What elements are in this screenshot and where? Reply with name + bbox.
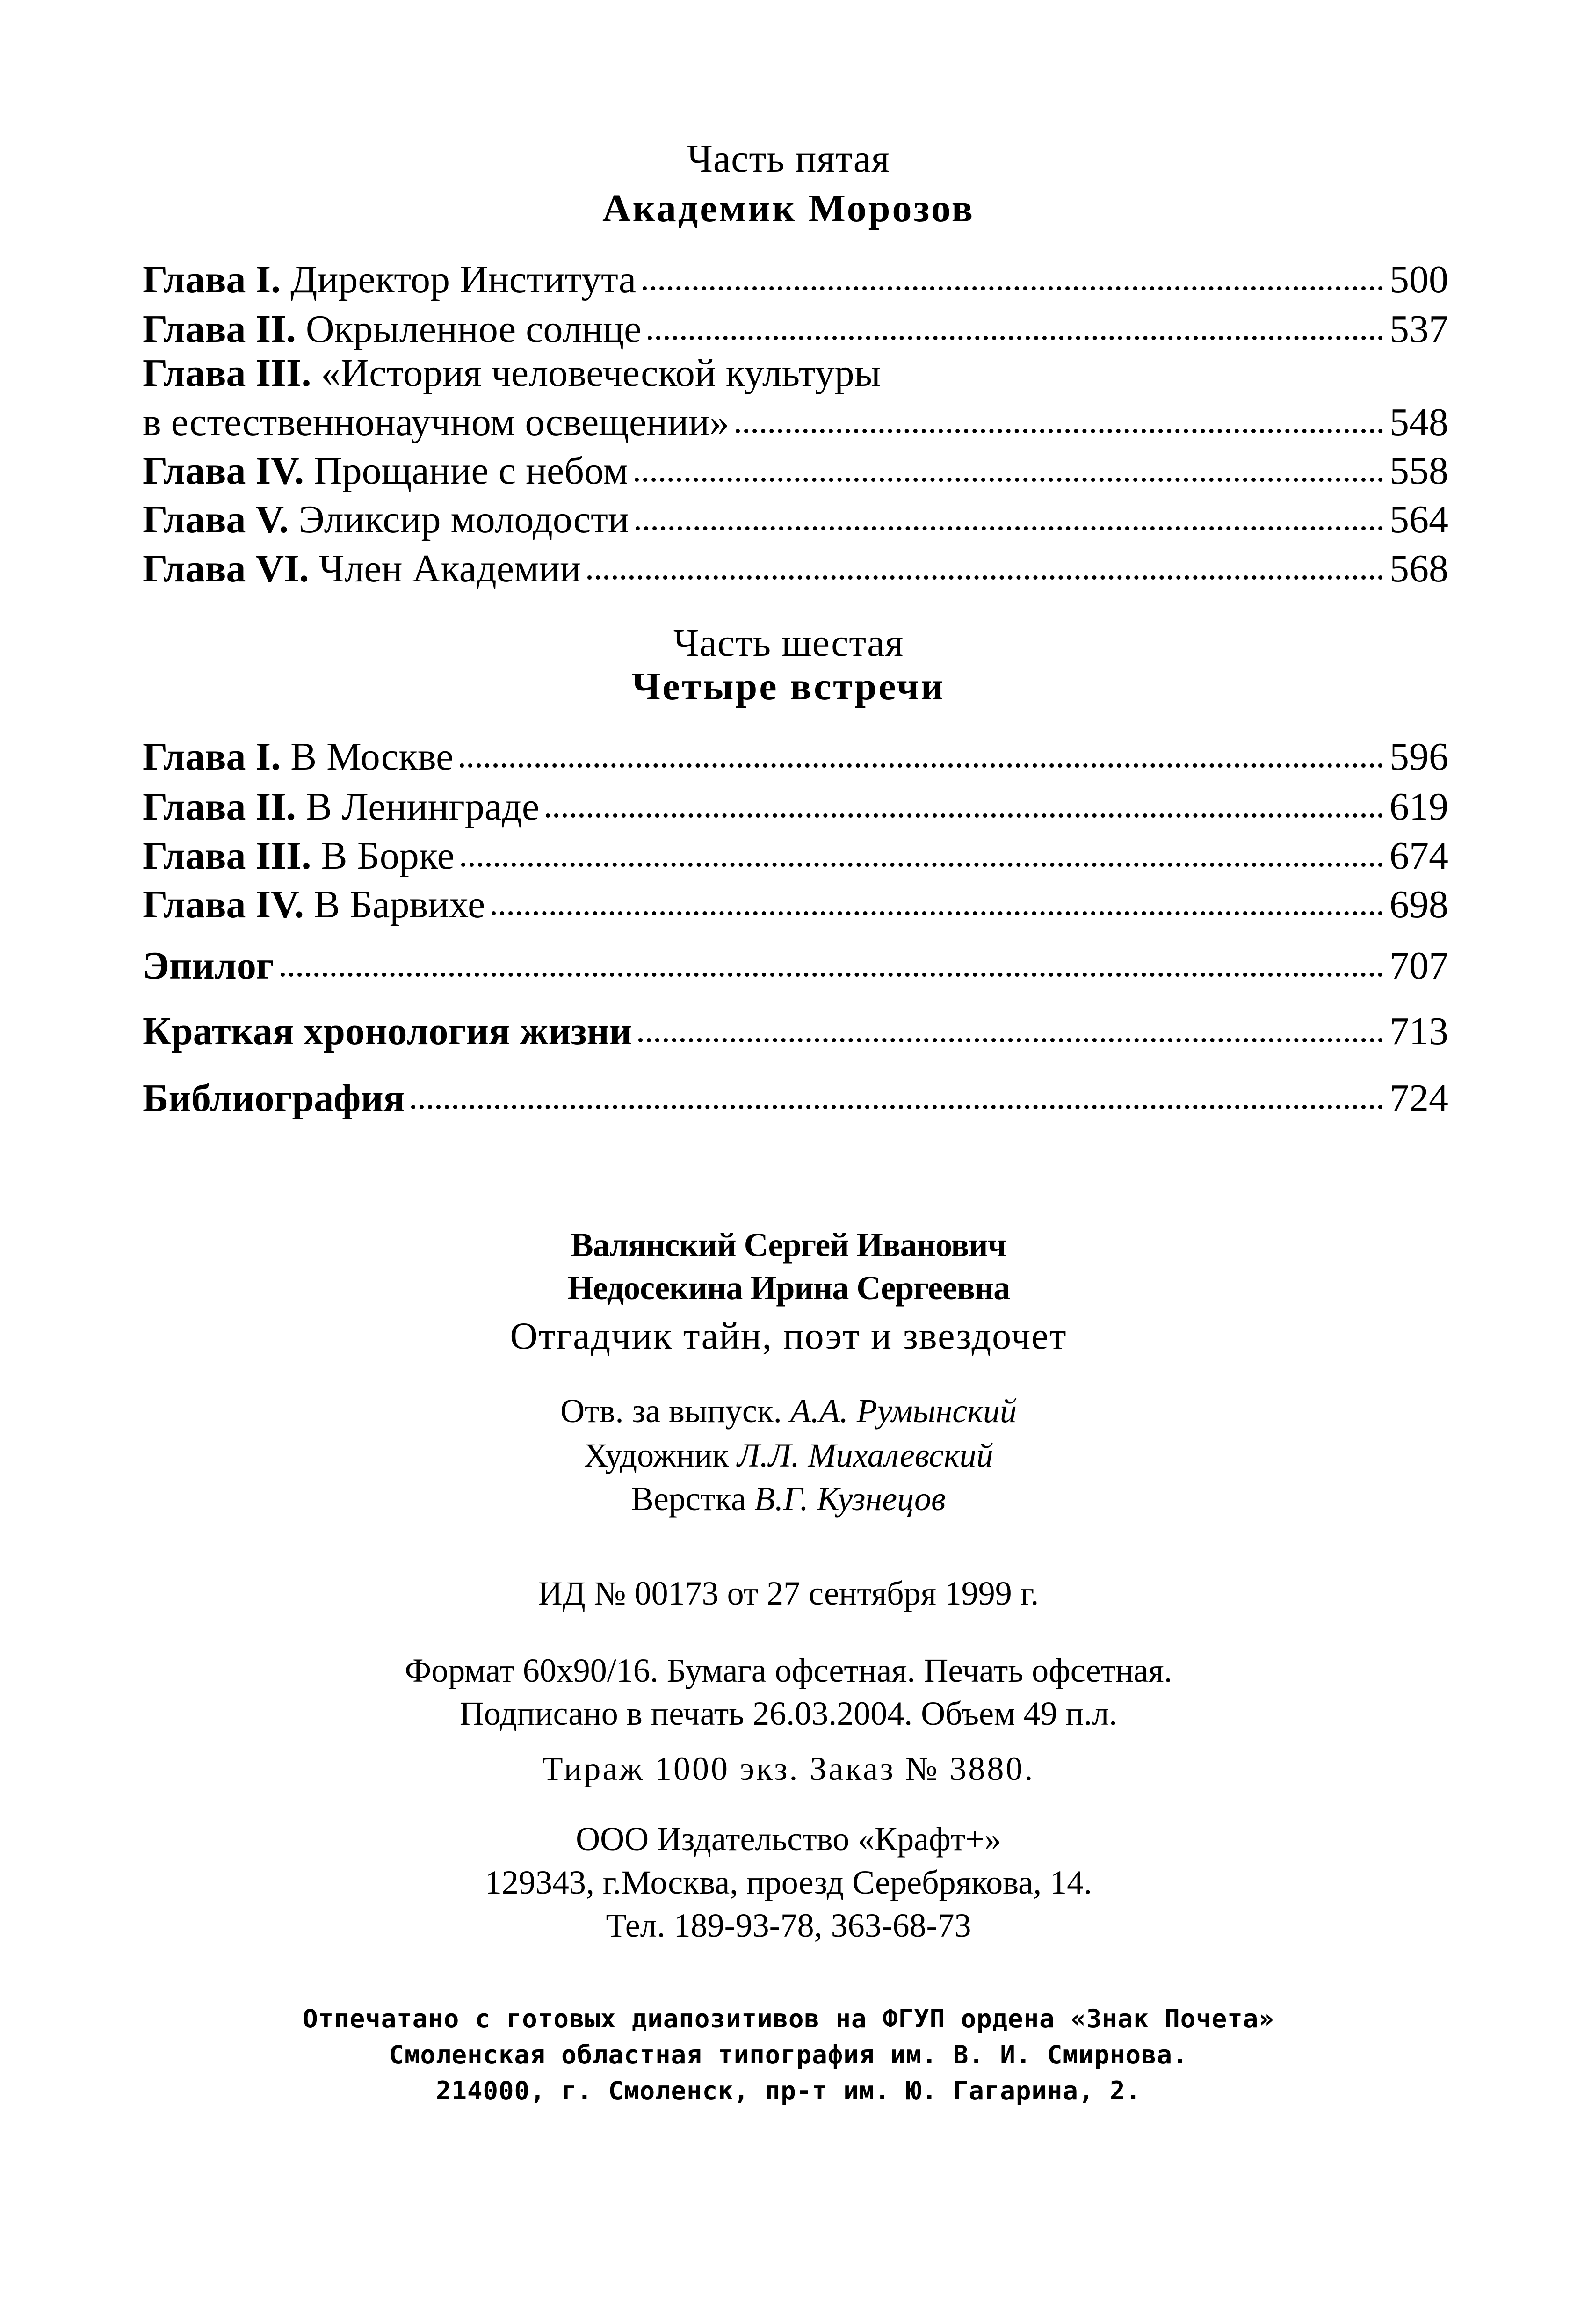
part-five-title: Часть пятая bbox=[687, 137, 890, 181]
toc-entry-chronology bbox=[143, 1007, 1448, 1056]
toc-entry bbox=[143, 880, 1448, 930]
toc-entry bbox=[143, 732, 1448, 782]
part-six-subtitle: Четыре встречи bbox=[631, 665, 946, 708]
credit-line bbox=[0, 1434, 1577, 1477]
chapter-label: Глава V. bbox=[143, 498, 289, 541]
page-number: 564 bbox=[1389, 498, 1448, 541]
leader-dots bbox=[638, 1029, 1383, 1042]
section-title: Эпилог bbox=[143, 944, 275, 988]
credit-line bbox=[0, 1477, 1577, 1520]
license-line: ИД № 00173 от 27 сентября 1999 г. bbox=[538, 1575, 1039, 1612]
toc-entry bbox=[143, 446, 1448, 496]
part-five-subtitle: Академик Морозов bbox=[602, 187, 975, 230]
credit-role: Художник bbox=[584, 1437, 729, 1474]
printer-line: 214000, г. Смоленск, пр-т им. Ю. Гагарина, 2. bbox=[436, 2076, 1141, 2106]
chapter-title: в естественнонаучном освещении» bbox=[143, 400, 730, 444]
leader-dots bbox=[546, 804, 1383, 818]
credit-role: Верстка bbox=[631, 1480, 746, 1518]
credit-role: Отв. за выпуск. bbox=[560, 1392, 782, 1430]
leader-dots bbox=[587, 566, 1383, 580]
part-six-title: Часть шестая bbox=[673, 621, 904, 665]
leader-dots bbox=[411, 1096, 1383, 1109]
page-number: 548 bbox=[1389, 400, 1448, 444]
book-title: Отгадчик тайн, поэт и звездочет bbox=[510, 1315, 1067, 1357]
toc-entry-epilogue bbox=[143, 941, 1448, 991]
chapter-label: Глава III. bbox=[143, 351, 311, 395]
leader-dots bbox=[736, 420, 1383, 433]
publisher-phone: Тел. 189-93-78, 363-68-73 bbox=[606, 1907, 971, 1944]
toc-entry bbox=[143, 544, 1448, 594]
chapter-label: Глава I. bbox=[143, 258, 281, 301]
toc-entry bbox=[143, 782, 1448, 832]
leader-dots bbox=[492, 902, 1383, 915]
publisher-address: 129343, г.Москва, проезд Серебрякова, 14. bbox=[485, 1864, 1092, 1901]
chapter-title: Окрыленное солнце bbox=[305, 307, 642, 351]
toc-entry-first-line bbox=[143, 349, 881, 398]
chapter-title: Эликсир молодости bbox=[298, 498, 629, 541]
credit-name: В.Г. Кузнецов bbox=[754, 1480, 946, 1518]
toc-entry bbox=[143, 305, 1448, 354]
chapter-label: Глава II. bbox=[143, 785, 296, 828]
page-number: 537 bbox=[1389, 307, 1448, 351]
chapter-title: В Борке bbox=[321, 834, 455, 878]
chapter-label: Глава IV. bbox=[143, 449, 304, 493]
chapter-label: Глава I. bbox=[143, 735, 281, 778]
leader-dots bbox=[648, 327, 1383, 340]
credit-name: А.А. Румынский bbox=[790, 1392, 1017, 1430]
leader-dots bbox=[636, 517, 1383, 530]
chapter-label: Глава III. bbox=[143, 834, 311, 878]
page-number: 568 bbox=[1389, 547, 1448, 590]
page-number: 596 bbox=[1389, 735, 1448, 778]
leader-dots bbox=[643, 277, 1383, 290]
chapter-title: Директор Института bbox=[290, 258, 637, 301]
format-line: Формат 60х90/16. Бумага офсетная. Печать офсетная. bbox=[405, 1652, 1172, 1689]
credit-name: Л.Л. Михалевский bbox=[737, 1437, 993, 1474]
toc-entry bbox=[143, 255, 1448, 305]
page-number: 674 bbox=[1389, 834, 1448, 878]
page-number: 558 bbox=[1389, 449, 1448, 493]
page-number: 698 bbox=[1389, 883, 1448, 926]
leader-dots bbox=[635, 468, 1383, 482]
toc-entry bbox=[143, 495, 1448, 545]
page-number: 500 bbox=[1389, 258, 1448, 301]
leader-dots bbox=[461, 853, 1383, 867]
page-number: 724 bbox=[1389, 1076, 1448, 1120]
toc-entry bbox=[143, 831, 1448, 881]
chapter-title: В Барвихе bbox=[313, 883, 485, 926]
section-title: Библиография bbox=[143, 1076, 405, 1120]
chapter-title: Прощание с небом bbox=[313, 449, 628, 493]
chapter-title-line1: «История человеческой культуры bbox=[321, 351, 881, 395]
signed-line: Подписано в печать 26.03.2004. Объем 49 п.л. bbox=[459, 1695, 1118, 1732]
author-name: Валянский Сергей Иванович bbox=[571, 1226, 1006, 1264]
chapter-label: Глава II. bbox=[143, 307, 296, 351]
page-number: 619 bbox=[1389, 785, 1448, 828]
chapter-title: В Москве bbox=[290, 735, 454, 778]
printer-line: Отпечатано с готовых диапозитивов на ФГУП ордена «Знак Почета» bbox=[303, 2004, 1274, 2034]
author-name: Недосекина Ирина Сергеевна bbox=[567, 1269, 1010, 1307]
toc-entry bbox=[143, 398, 1448, 447]
page-number: 707 bbox=[1389, 944, 1448, 988]
publisher-name: ООО Издательство «Крафт+» bbox=[576, 1820, 1001, 1858]
section-title: Краткая хронология жизни bbox=[143, 1009, 632, 1053]
chapter-title: В Ленинграде bbox=[305, 785, 540, 828]
print-run-line: Тираж 1000 экз. Заказ № 3880. bbox=[542, 1750, 1035, 1787]
toc-entry-bibliography bbox=[143, 1074, 1448, 1123]
leader-dots bbox=[281, 963, 1383, 977]
chapter-title: Член Академии bbox=[318, 547, 581, 590]
chapter-label: Глава VI. bbox=[143, 547, 309, 590]
printer-line: Смоленская областная типография им. В. И. Смирнова. bbox=[389, 2040, 1188, 2070]
chapter-label: Глава IV. bbox=[143, 883, 304, 926]
leader-dots bbox=[460, 754, 1383, 768]
page-number: 713 bbox=[1389, 1009, 1448, 1053]
credit-line bbox=[0, 1389, 1577, 1432]
